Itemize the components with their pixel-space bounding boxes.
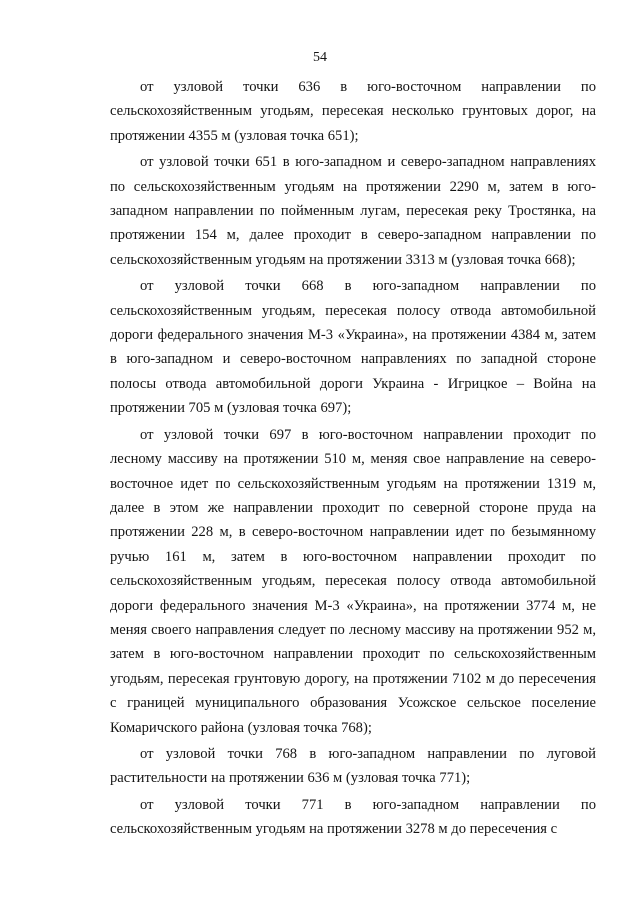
paragraph: от узловой точки 768 в юго-западном направлении по луговой растительности на протяжении 636 м (узловая точка 771); <box>110 745 596 787</box>
paragraph: от узловой точки 668 в юго-западном направлении по сельскохозяйственным угодьям, пересекая полосу отвода автомобильной дороги федерального значения М-3 «Украина», на протяжении 4384 м, затем в юго-западном и северо-восточном направлениях по западной стороне полосы отвода автомобильной дороги Украина - Игрицкое – Война на протяжении 705 м (узловая точка 697); <box>110 278 596 417</box>
paragraph: от узловой точки 697 в юго-восточном направлении проходит по лесному массиву на протяжении 510 м, меняя свое направление на северо-восточное идет по сельскохозяйственным угодьям на протяжении 1319 м, далее в этом же направлении проходит по северной стороне пруда на протяжении 228 м, в северо-восточном направлении идет по безымянному ручью 161 м, затем в юго-восточном направлении проходит по сельскохозяйственным угодьям, пересекая полосу отвода автомобильной дороги федерального значения М-3 «Украина», на протяжении 3774 м, не меняя своего направления следует по лесному массиву на протяжении 952 м, затем в юго-восточном направлении проходит по сельскохозяйственным угодьям, пересекая грунтовую дорогу, на протяжении 7102 м до пересечения с границей муниципального образования Усожское сельское поселение Комаричского района (узловая точка 768); <box>110 426 596 736</box>
paragraph: от узловой точки 651 в юго-западном и северо-западном направлениях по сельскохозяйственным угодьям на протяжении 2290 м, затем в юго-западном направлении по пойменным лугам, пересекая реку Тростянка, на протяжении 154 м, далее проходит в северо-западном направлении по сельскохозяйственным угодьям на протяжении 3313 м (узловая точка 668); <box>110 154 596 268</box>
page-number: 54 <box>313 50 327 65</box>
paragraph: от узловой точки 771 в юго-западном направлении по сельскохозяйственным угодьям на протяжении 3278 м до пересечения с <box>110 796 596 838</box>
paragraph: от узловой точки 636 в юго-восточном направлении по сельскохозяйственным угодьям, пересекая несколько грунтовых дорог, на протяжении 4355 м (узловая точка 651); <box>110 79 596 144</box>
document-body <box>110 75 596 842</box>
